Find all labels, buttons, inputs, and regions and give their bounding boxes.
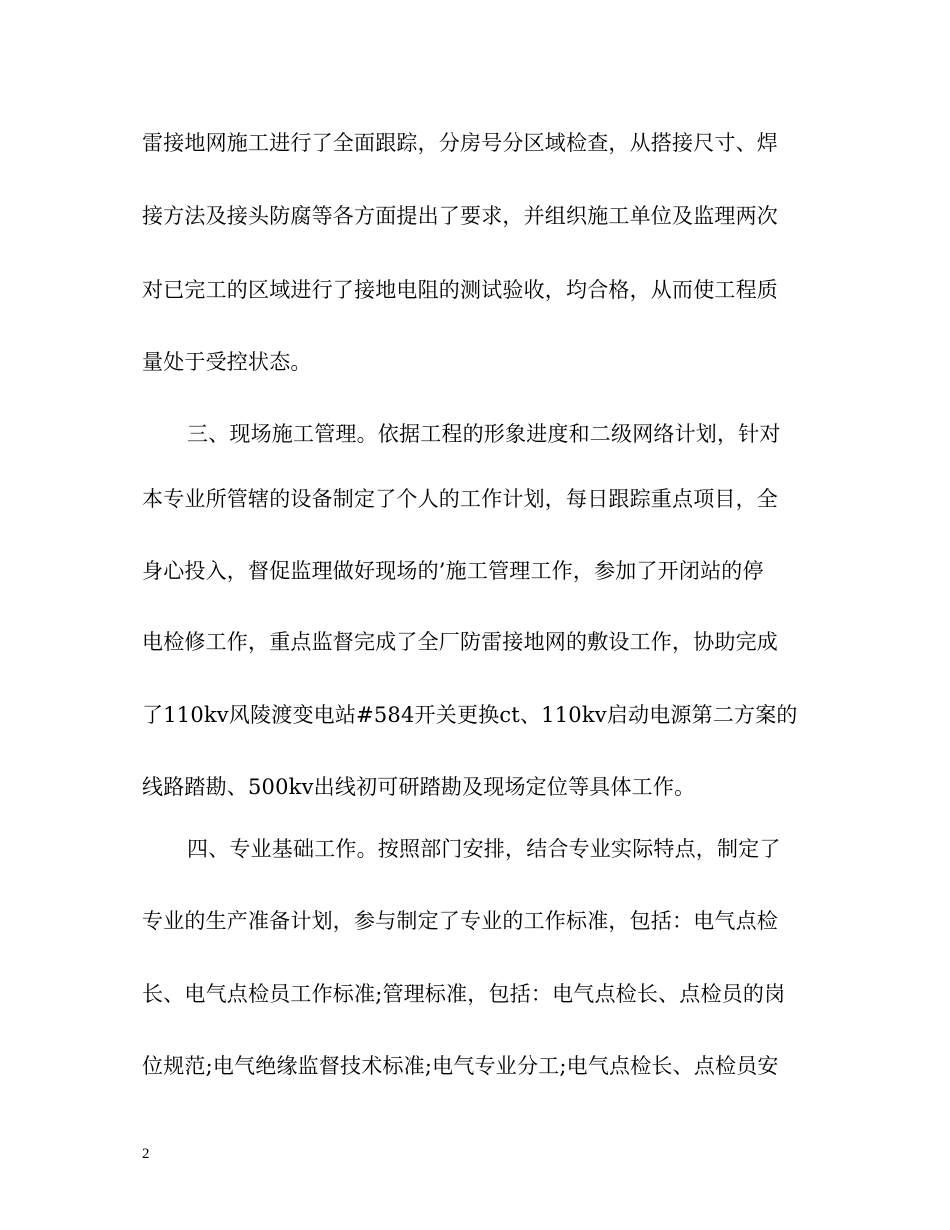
- text-line: 长、电气点检员工作标准;管理标准，包括：电气点检长、点检员的岗: [142, 982, 786, 1006]
- text-line: 了110kv风陵渡变电站#584开关更换ct、110kv启动电源第二方案的: [142, 703, 798, 727]
- text-line: 位规范;电气绝缘监督技术标准;电气专业分工;电气点检长、点检员安: [142, 1054, 779, 1078]
- text-line: 本专业所管辖的设备制定了个人的工作计划，每日跟踪重点项目，全: [142, 487, 778, 511]
- paragraph-heading-line: 三、现场施工管理。依据工程的形象进度和二级网络计划，针对: [187, 422, 781, 446]
- text-line: 电检修工作，重点监督完成了全厂防雷接地网的敷设工作，协助完成: [142, 630, 778, 654]
- text-line: 对已完工的区域进行了接地电阻的测试验收，均合格，从而使工程质: [142, 278, 778, 302]
- paragraph-heading-line: 四、专业基础工作。按照部门安排，结合专业实际特点，制定了: [187, 837, 781, 861]
- text-line: 接方法及接头防腐等各方面提出了要求，并组织施工单位及监理两次: [142, 204, 778, 228]
- text-line: 线路踏勘、500kv出线初可研踏勘及现场定位等具体工作。: [142, 775, 696, 799]
- page-number: 2: [142, 1146, 150, 1162]
- text-line: 身心投入，督促监理做好现场的’施工管理工作，参加了开闭站的停: [142, 559, 764, 583]
- text-line: 专业的生产准备计划，参与制定了专业的工作标准，包括：电气点检: [142, 909, 778, 933]
- text-line: 雷接地网施工进行了全面跟踪，分房号分区域检查，从搭接尺寸、焊: [142, 131, 778, 155]
- text-line: 量处于受控状态。: [142, 350, 312, 374]
